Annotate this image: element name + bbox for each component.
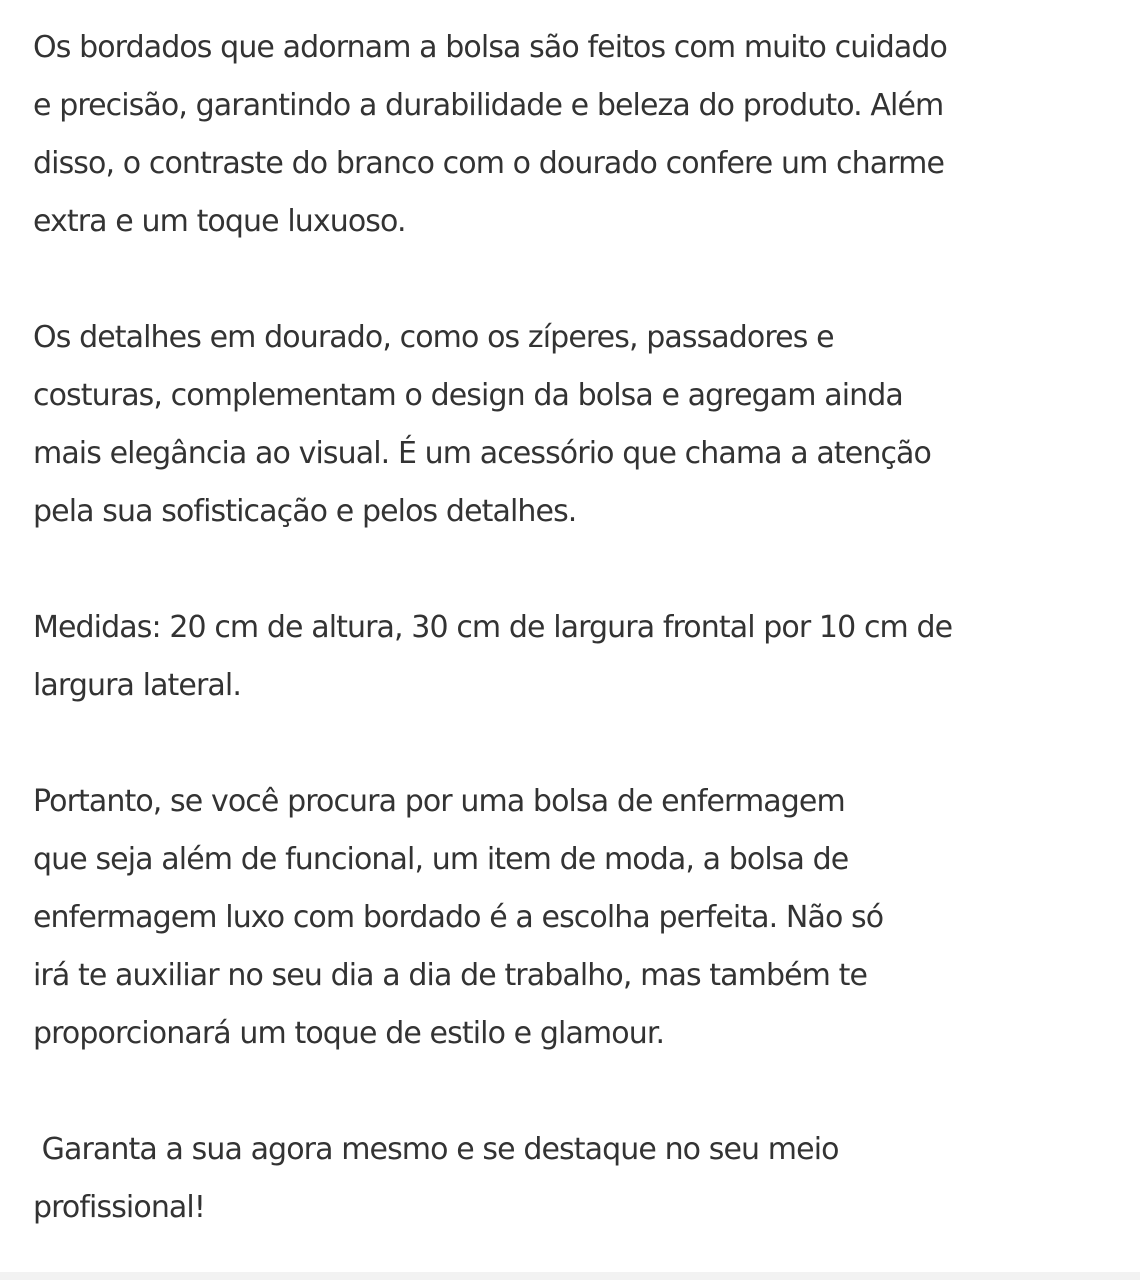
text-line: mais elegância ao visual. É um acessório que chama a atenção — [33, 436, 931, 471]
text-line: pela sua sofisticação e pelos detalhes. — [33, 494, 577, 529]
paragraph-gold-details — [33, 309, 1120, 541]
text-line: Os bordados que adornam a bolsa são feitos com muito cuidado — [33, 30, 948, 65]
bottom-divider — [0, 1272, 1140, 1280]
paragraph-spacer — [33, 251, 1120, 309]
paragraph-spacer — [33, 1063, 1120, 1121]
text-line: Garanta a sua agora mesmo e se destaque no seu meio — [33, 1132, 839, 1167]
text-line: profissional! — [33, 1190, 205, 1225]
text-line: Portanto, se você procura por uma bolsa de enfermagem — [33, 784, 845, 819]
text-line: disso, o contraste do branco com o dourado confere um charme — [33, 146, 945, 181]
paragraph-measurements — [33, 599, 1120, 715]
text-line: enfermagem luxo com bordado é a escolha perfeita. Não só — [33, 900, 884, 935]
text-line: proporcionará um toque de estilo e glamour. — [33, 1016, 665, 1051]
text-line: que seja além de funcional, um item de moda, a bolsa de — [33, 842, 849, 877]
paragraph-call-to-action — [33, 1121, 1120, 1237]
paragraph-spacer — [33, 541, 1120, 599]
paragraph-spacer — [33, 715, 1120, 773]
text-line: Os detalhes em dourado, como os zíperes, passadores e — [33, 320, 834, 355]
text-line: irá te auxiliar no seu dia a dia de trabalho, mas também te — [33, 958, 868, 993]
text-line: extra e um toque luxuoso. — [33, 204, 406, 239]
text-line: costuras, complementam o design da bolsa e agregam ainda — [33, 378, 903, 413]
paragraph-embroidery — [33, 19, 1120, 251]
text-line: e precisão, garantindo a durabilidade e beleza do produto. Além — [33, 88, 944, 123]
text-line: largura lateral. — [33, 668, 241, 703]
text-line: Medidas: 20 cm de altura, 30 cm de largura frontal por 10 cm de — [33, 610, 953, 645]
paragraph-conclusion — [33, 773, 1120, 1063]
